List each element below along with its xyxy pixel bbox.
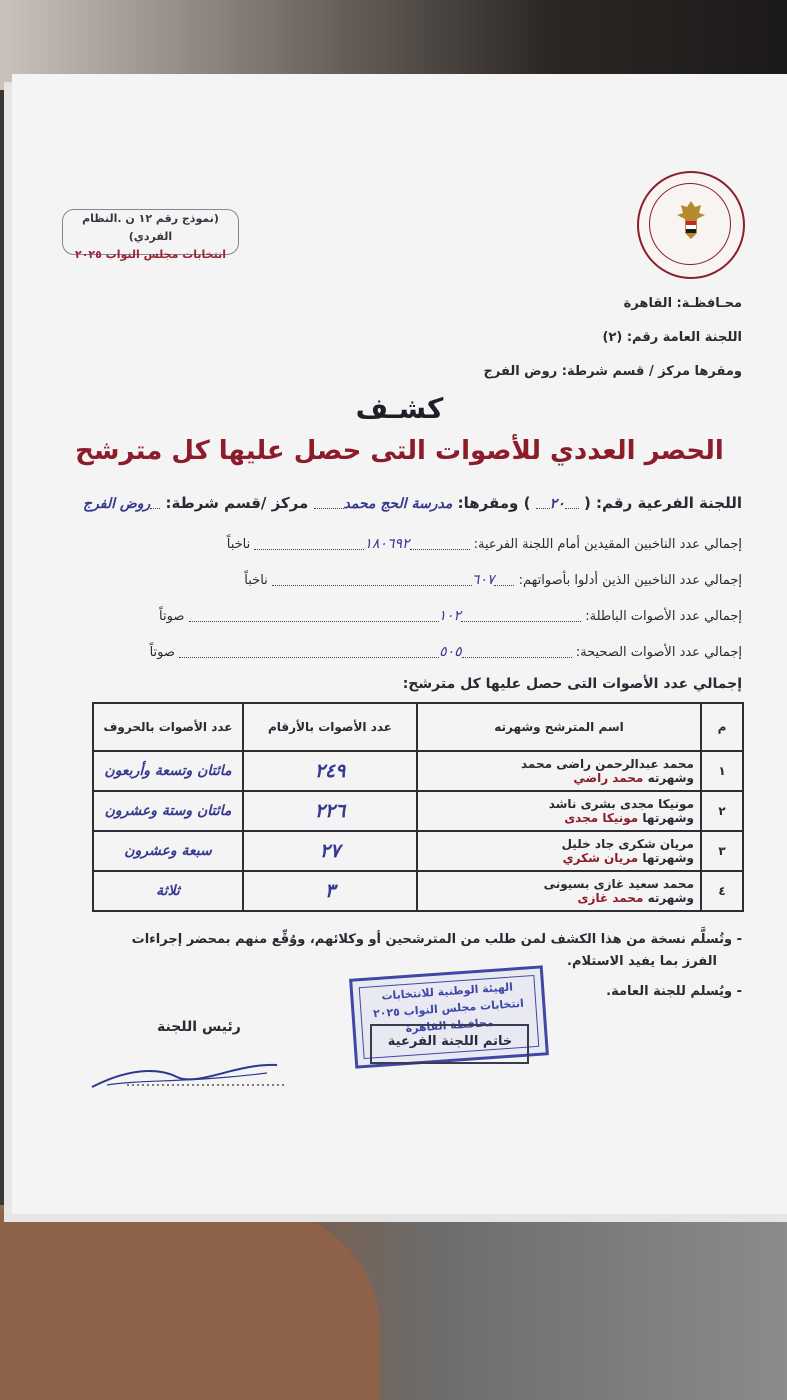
candidate-cell [417, 831, 701, 871]
table-row [93, 751, 743, 791]
total-valid-label: إجمالي عدد الأصوات الصحيحة: [575, 645, 742, 660]
sub-committee-seal-box [370, 1024, 529, 1064]
hand-holding-paper [0, 1210, 380, 1400]
election-authority-logo [637, 171, 745, 279]
col-header-words: عدد الأصوات بالحروف [93, 703, 243, 751]
votes-digits: ٢٧ [243, 831, 417, 871]
candidate-cell [417, 751, 701, 791]
general-committee-line: اللجنة العامة رقم: (٢) [602, 330, 742, 345]
total-voted-value: ٦٠٧ [471, 572, 495, 588]
total-valid-row [150, 644, 742, 660]
col-header-digits: عدد الأصوات بالأرقام [243, 703, 417, 751]
candidate-name: مريان شكرى جاد خليل [561, 837, 694, 851]
total-invalid-label: إجمالي عدد الأصوات الباطلة: [585, 609, 742, 624]
table-header-row [93, 703, 743, 751]
police-station-label: مركز /قسم شرطة: [165, 494, 309, 512]
police-station-value: روض الفرج [82, 496, 151, 512]
candidate-name: محمد عبدالرحمن راضى محمد [520, 757, 694, 771]
total-valid-unit: صوتاً [149, 645, 175, 660]
sub-committee-line [83, 494, 742, 512]
table-row [93, 831, 743, 871]
total-invalid-unit: صوتاً [159, 609, 185, 624]
sub-committee-seat-label: ) ومقرها: [457, 494, 531, 512]
votes-words: مائتان وتسعة وأربعون [93, 751, 243, 791]
votes-words: سبعة وعشرون [93, 831, 243, 871]
total-registered-label: إجمالي عدد الناخبين المقيدين أمام اللجنة الفرعية: [473, 537, 742, 552]
candidate-name: مونيكا مجدى بشرى ناشد [548, 797, 694, 811]
document-title: كشـف [355, 392, 444, 425]
candidate-alias: مونيكا مجدى [564, 811, 639, 825]
note-line-1: - وتُسلَّم نسخة من هذا الكشف لمن طلب من المترشحين أو وكلائهم، ووُقِّع منهم بمحضر إجراءات [131, 932, 742, 947]
alias-prefix: وشهرتها [642, 851, 694, 865]
row-number: ٢ [701, 791, 743, 831]
total-voted-row [244, 572, 742, 588]
document-subtitle: الحصر العددي للأصوات التى حصل عليها كل مترشح [75, 436, 724, 466]
col-header-number: م [701, 703, 743, 751]
total-registered-row [227, 536, 742, 552]
sub-committee-number: ٢٠ [549, 496, 565, 512]
governorate-line: محـافظـة: القاهرة [623, 296, 742, 311]
total-registered-unit: ناخباً [226, 537, 251, 552]
table-row [93, 791, 743, 831]
candidate-alias: مريان شكري [562, 851, 639, 865]
alias-prefix: وشهرته [647, 771, 694, 785]
row-number: ٣ [701, 831, 743, 871]
total-registered-value: ١٨٠٦٩٢ [364, 536, 410, 552]
note-line-3: - ويُسلم للجنة العامة. [606, 984, 742, 999]
table-row [93, 871, 743, 911]
votes-digits: ٢٤٩ [243, 751, 417, 791]
votes-digits: ٢٢٦ [243, 791, 417, 831]
police-station-line: ومقرها مركز / قسم شرطة: روض الفرج [483, 364, 742, 379]
candidate-alias: محمد راضي [573, 771, 644, 785]
form-number-stamp [62, 209, 239, 261]
seal-box-label: خاتم اللجنة الفرعية [387, 1034, 513, 1049]
total-invalid-row [159, 608, 742, 624]
alias-prefix: وشهرتها [642, 811, 694, 825]
total-invalid-value: ١٠٢ [438, 608, 462, 624]
eagle-icon [675, 199, 707, 245]
election-name-line: انتخابات مجلس النواب ٢٠٢٥ [74, 248, 226, 261]
note-line-2: الفرز بما يفيد الاستلام. [567, 954, 717, 969]
signature-icon [87, 1059, 287, 1089]
row-number: ٤ [701, 871, 743, 911]
committee-head-label: رئيس اللجنة [157, 1019, 241, 1035]
candidates-results-table [92, 702, 744, 912]
col-header-candidate: اسم المترشح وشهرته [417, 703, 701, 751]
form-number-line: (نموذج رقم ١٢ ن .النظام الفردي) [82, 212, 219, 243]
row-number: ١ [701, 751, 743, 791]
seal-line-1: الهيئة الوطنية للانتخابات [381, 980, 514, 1003]
seal-line-3: محافظة القاهرة [405, 1015, 495, 1036]
total-voted-label: إجمالي عدد الناخبين الذين أدلوا بأصواتهم: [518, 573, 742, 588]
votes-words: مائتان وستة وعشرون [93, 791, 243, 831]
votes-digits: ٣ [243, 871, 417, 911]
vote-count-form [12, 74, 787, 1214]
seal-line-2: انتخابات مجلس النواب ٢٠٢٥ [372, 996, 525, 1021]
table-heading: إجمالي عدد الأصوات التى حصل عليها كل مترشح: [402, 676, 742, 692]
candidate-cell [417, 871, 701, 911]
total-valid-value: ٥٠٥ [439, 644, 462, 660]
candidate-cell [417, 791, 701, 831]
candidate-name: محمد سعيد غازى بسيونى [543, 877, 694, 891]
candidate-alias: محمد غازى [577, 891, 644, 905]
alias-prefix: وشهرته [647, 891, 694, 905]
sub-committee-number-label: اللجنة الفرعية رقم: ( [583, 494, 742, 512]
total-voted-unit: ناخباً [244, 573, 268, 588]
sub-committee-seat-value: مدرسة الحج محمد [343, 496, 453, 512]
votes-words: ثلاثة [93, 871, 243, 911]
